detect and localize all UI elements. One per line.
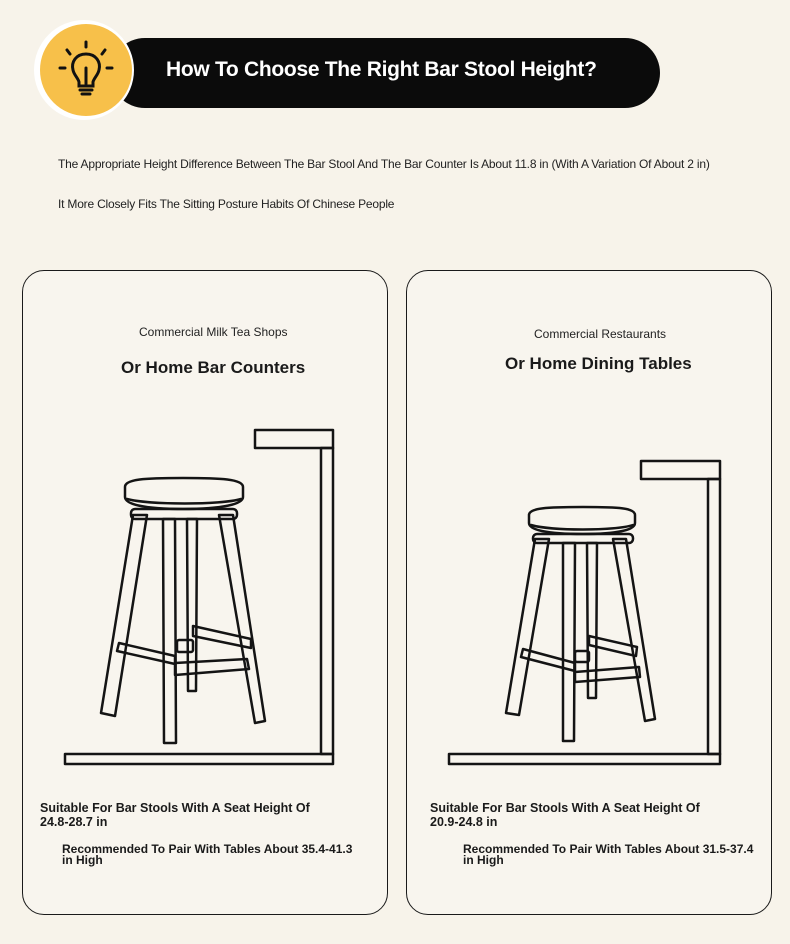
intro-line-1: The Appropriate Height Difference Between The Bar Stool And The Bar Counter Is About 11.8 in (With A Variation Of About 2 in)	[58, 157, 710, 171]
card-bar-counter	[22, 270, 388, 915]
card-subtitle: Commercial Restaurants	[534, 327, 667, 341]
card-heading: Or Home Bar Counters	[121, 358, 306, 377]
table-height-text: Recommended To Pair With Tables About 31.5-37.4 in High	[463, 842, 754, 867]
seat-height-text: Suitable For Bar Stools With A Seat Height Of 24.8-28.7 in	[40, 801, 310, 829]
seat-height-text: Suitable For Bar Stools With A Seat Height Of 20.9-24.8 in	[430, 801, 700, 829]
page-title: How To Choose The Right Bar Stool Height?	[166, 58, 597, 81]
card-heading: Or Home Dining Tables	[505, 354, 692, 373]
card-subtitle: Commercial Milk Tea Shops	[139, 325, 288, 339]
table-height-text: Recommended To Pair With Tables About 35.4-41.3 in High	[62, 842, 353, 867]
intro-line-2: It More Closely Fits The Sitting Posture Habits Of Chinese People	[58, 197, 395, 211]
lightbulb-icon	[40, 24, 132, 116]
card-dining-table	[406, 270, 772, 915]
